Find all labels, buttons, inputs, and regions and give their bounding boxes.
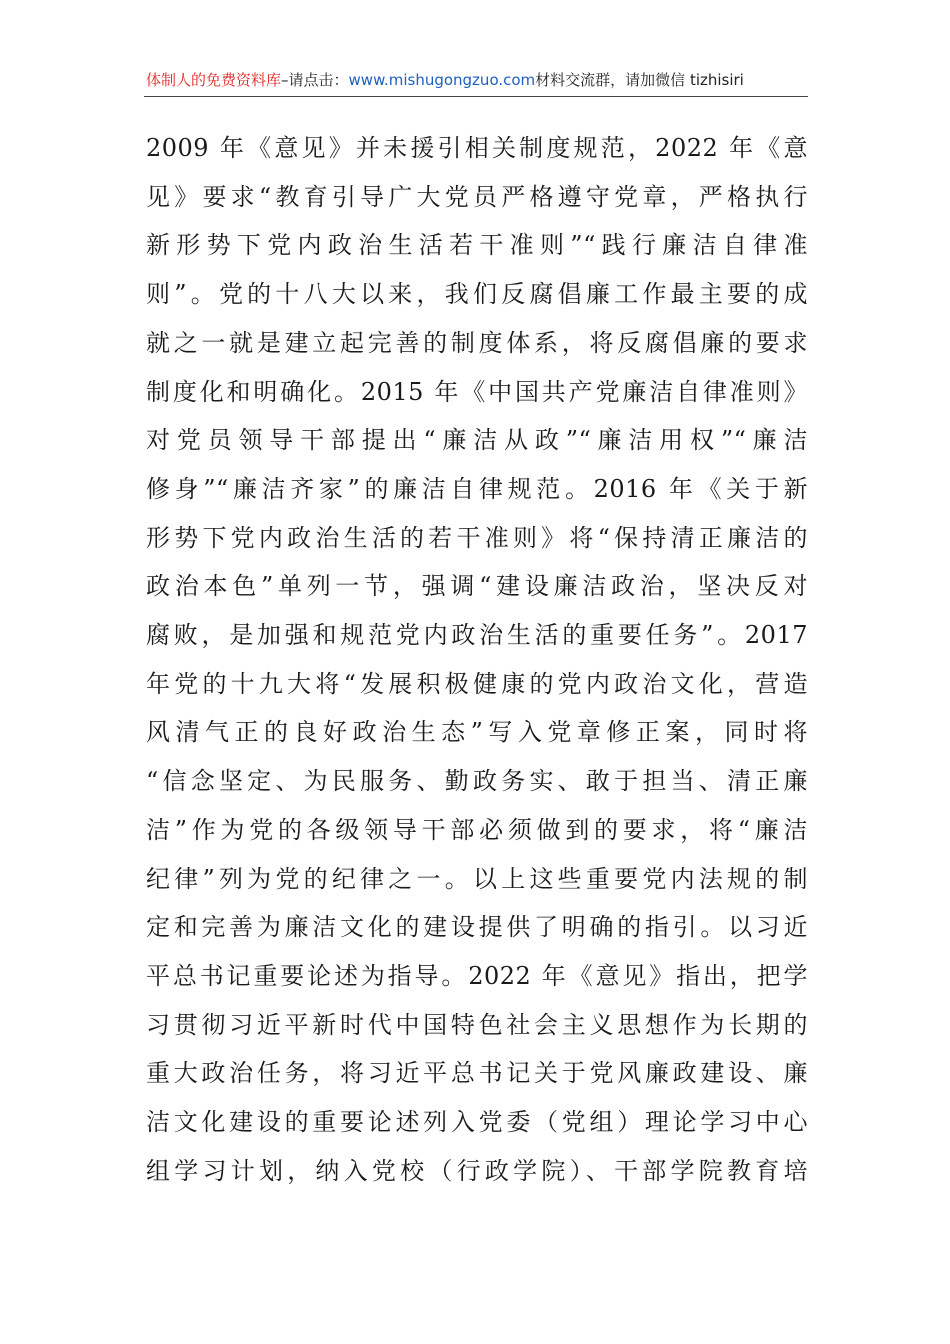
text-line: 2009 年《意见》并未援引相关制度规范，2022 年《意 [146,134,808,162]
text-line: 风清气正的良好政治生态”写入党章修正案，同时将 [146,718,808,747]
text-line: 习贯彻习近平新时代中国特色社会主义思想作为长期的 [146,1010,808,1039]
text-line: 洁”作为党的各级领导干部必须做到的要求，将“廉洁 [146,815,808,844]
text-line: 平总书记重要论述为指导。2022 年《意见》指出，把学 [146,961,808,990]
body-paragraph [146,124,808,1195]
text-line: 则”。党的十八大以来，我们反腐倡廉工作最主要的成 [146,280,808,309]
text-line: “信念坚定、为民服务、勤政务实、敢于担当、清正廉 [146,767,808,796]
text-line: 政治本色”单列一节，强调“建设廉洁政治，坚决反对 [146,572,808,601]
text-line: 形势下党内政治生活的若干准则》将“保持清正廉洁的 [146,523,808,552]
text-line: 对党员领导干部提出“廉洁从政”“廉洁用权”“廉洁 [146,426,808,455]
text-line: 就之一就是建立起完善的制度体系，将反腐倡廉的要求 [146,328,808,357]
text-line: 新形势下党内政治生活若干准则”“践行廉洁自律准 [146,231,808,260]
text-line: 定和完善为廉洁文化的建设提供了明确的指引。以习近 [146,913,808,942]
text-line: 年党的十九大将“发展积极健康的党内政治文化，营造 [146,669,808,698]
page-header [146,66,808,96]
header-url-link[interactable]: www.mishugongzuo.com [348,71,536,89]
text-line: 纪律”列为党的纪律之一。以上这些重要党内法规的制 [146,864,808,893]
header-divider [144,96,808,97]
text-line: 见》要求“教育引导广大党员严格遵守党章，严格执行 [146,182,808,211]
header-brand-text: 体制人的免费资料库 [146,71,282,89]
header-prompt-text: –请点击： [281,71,349,89]
text-line: 腐败，是加强和规范党内政治生活的重要任务”。2017 [146,621,808,650]
header-contact-text: 材料交流群，请加微信 tizhisiri [535,71,744,89]
text-line: 组学习计划，纳入党校（行政学院）、干部学院教育培 [146,1156,808,1185]
text-line: 重大政治任务，将习近平总书记关于党风廉政建设、廉 [146,1059,808,1088]
text-line: 修身”“廉洁齐家”的廉洁自律规范。2016 年《关于新 [146,474,808,503]
text-line: 制度化和明确化。2015 年《中国共产党廉洁自律准则》 [146,377,808,406]
text-line: 洁文化建设的重要论述列入党委（党组）理论学习中心 [146,1108,808,1137]
